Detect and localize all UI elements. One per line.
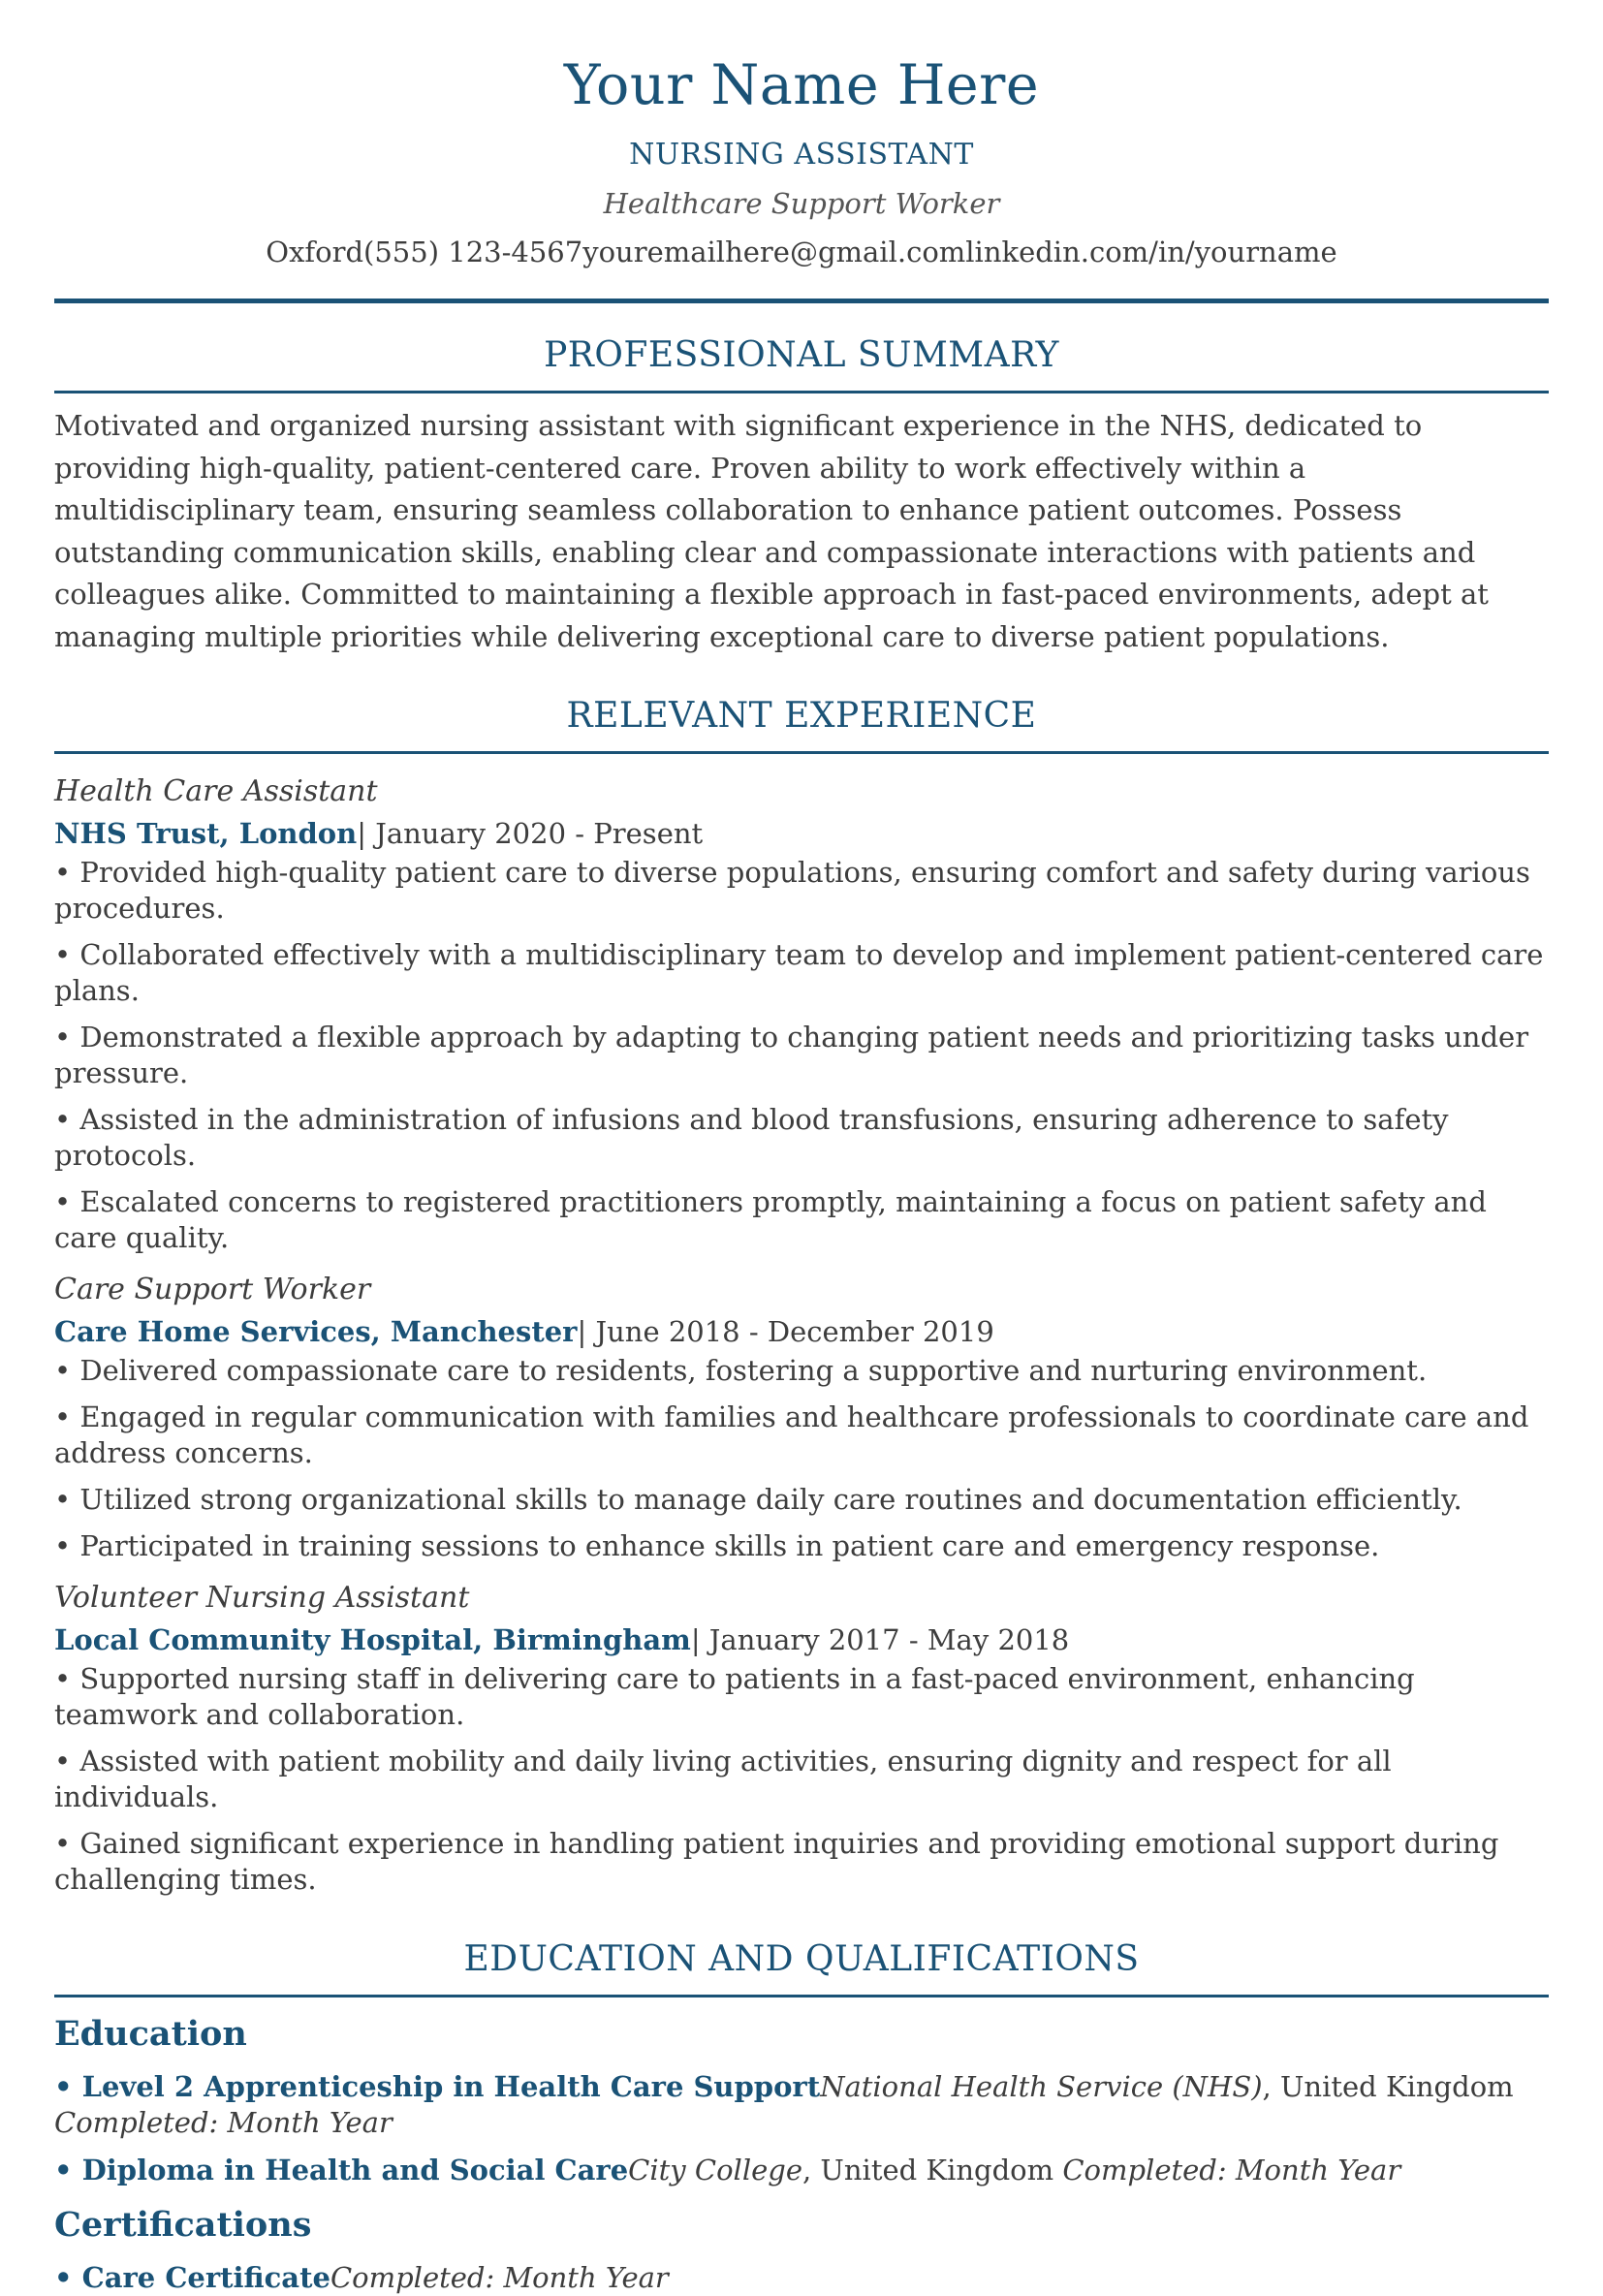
certifications-subheading: Certifications [54,2205,312,2245]
job-role: Care Support Worker [54,1273,371,1306]
resume-header [54,50,1549,271]
completion-date: Completed: Month Year [54,2106,393,2139]
job-bullet: • Participated in training sessions to enhance skills in patient care and emergency response. [54,1529,1380,1562]
contact-location: Oxford [266,236,364,268]
degree-name: Level 2 Apprenticeship in Health Care Support [81,2070,821,2103]
education-item [54,2153,1549,2188]
header-divider [54,299,1549,303]
institution-name: National Health Service (NHS) [820,2070,1263,2103]
contact-phone: (555) 123-4567 [363,236,583,268]
certification-bullet: • [54,2261,82,2294]
job-title: NURSING ASSISTANT [629,138,974,172]
job-dates: | January 2017 - May 2018 [690,1623,1070,1656]
job-entry [54,1270,1549,1564]
summary-section [54,332,1549,658]
summary-text: Motivated and organized nursing assistant with significant experience in the NHS, dedicated to providing high-quality, patient-centered care. Proven ability to work effectively within a multidisciplinary team, ensuring seamless collaboration to enhance patient outcomes. Possess outstanding communication skills, enabling clear and compassionate interactions with patients and colleagues alike. Committed to maintaining a flexible approach in fast-paced environments, adept at managing multiple priorities while delivering exceptional care to diverse patient populations. [54,409,1489,653]
job-bullet: • Assisted in the administration of infusions and blood transfusions, ensuring adherence to safety protocols. [54,1103,1449,1172]
job-role: Health Care Assistant [54,774,378,808]
job-dates: | June 2018 - December 2019 [577,1315,994,1348]
experience-heading: RELEVANT EXPERIENCE [54,693,1549,754]
job-bullet: • Supported nursing staff in delivering care to patients in a fast-paced environment, enhancing teamwork and collaboration. [54,1662,1415,1731]
education-section [54,1936,1549,2296]
contact-email: youremailhere@gmail.com [582,236,966,268]
job-organization: Care Home Services, Manchester [54,1315,578,1348]
certification-name: Care Certificate [81,2261,330,2294]
degree-name: Diploma in Health and Social Care [81,2154,629,2186]
summary-heading: PROFESSIONAL SUMMARY [54,332,1549,393]
job-bullet: • Delivered compassionate care to residents, fostering a supportive and nurturing environment. [54,1354,1428,1387]
job-bullet: • Gained significant experience in handling patient inquiries and providing emotional support during challenging times. [54,1827,1499,1896]
education-item [54,2069,1549,2141]
job-bullets [54,1353,1549,1564]
job-meta [54,1619,1549,1661]
education-heading: EDUCATION AND QUALIFICATIONS [54,1936,1549,1997]
job-bullet: • Collaborated effectively with a multidisciplinary team to develop and implement patient-centered care plans. [54,938,1544,1007]
job-entry [54,771,1549,1256]
contact-linkedin: linkedin.com/in/yourname [965,236,1337,268]
job-bullet: • Engaged in regular communication with families and healthcare professionals to coordinate care and address concerns. [54,1400,1529,1469]
job-bullet: • Utilized strong organizational skills to manage daily care routines and documentation efficiently. [54,1483,1462,1516]
job-role: Volunteer Nursing Assistant [54,1581,470,1615]
contact-line [54,233,1549,271]
job-bullet: • Escalated concerns to registered practitioners promptly, maintaining a focus on patient safety and care quality. [54,1185,1487,1254]
education-subheading: Education [54,2014,247,2054]
job-organization: Local Community Hospital, Birmingham [54,1623,691,1656]
institution-name: City College [628,2154,802,2186]
education-bullet: • [54,2070,82,2103]
job-subtitle: Healthcare Support Worker [603,187,1000,220]
job-organization: NHS Trust, London [54,817,358,850]
certification-item [54,2260,1549,2296]
completion-date: Completed: Month Year [330,2261,669,2294]
completion-date: Completed: Month Year [1062,2154,1401,2186]
job-bullets [54,855,1549,1256]
job-bullet: • Assisted with patient mobility and daily living activities, ensuring dignity and respect for all individuals. [54,1745,1392,1813]
education-bullet: • [54,2154,82,2186]
job-entry [54,1578,1549,1898]
job-bullet: • Provided high-quality patient care to diverse populations, ensuring comfort and safety during various procedures. [54,856,1530,925]
institution-location: , United Kingdom [802,2154,1063,2186]
job-bullet: • Demonstrated a flexible approach by adapting to changing patient needs and prioritizing tasks under pressure. [54,1021,1529,1089]
job-dates: | January 2020 - Present [357,817,704,850]
candidate-name: Your Name Here [563,53,1040,117]
job-bullets [54,1661,1549,1898]
job-meta [54,1310,1549,1353]
job-meta [54,812,1549,855]
experience-section [54,693,1549,1898]
institution-location: , United Kingdom [1262,2070,1514,2103]
